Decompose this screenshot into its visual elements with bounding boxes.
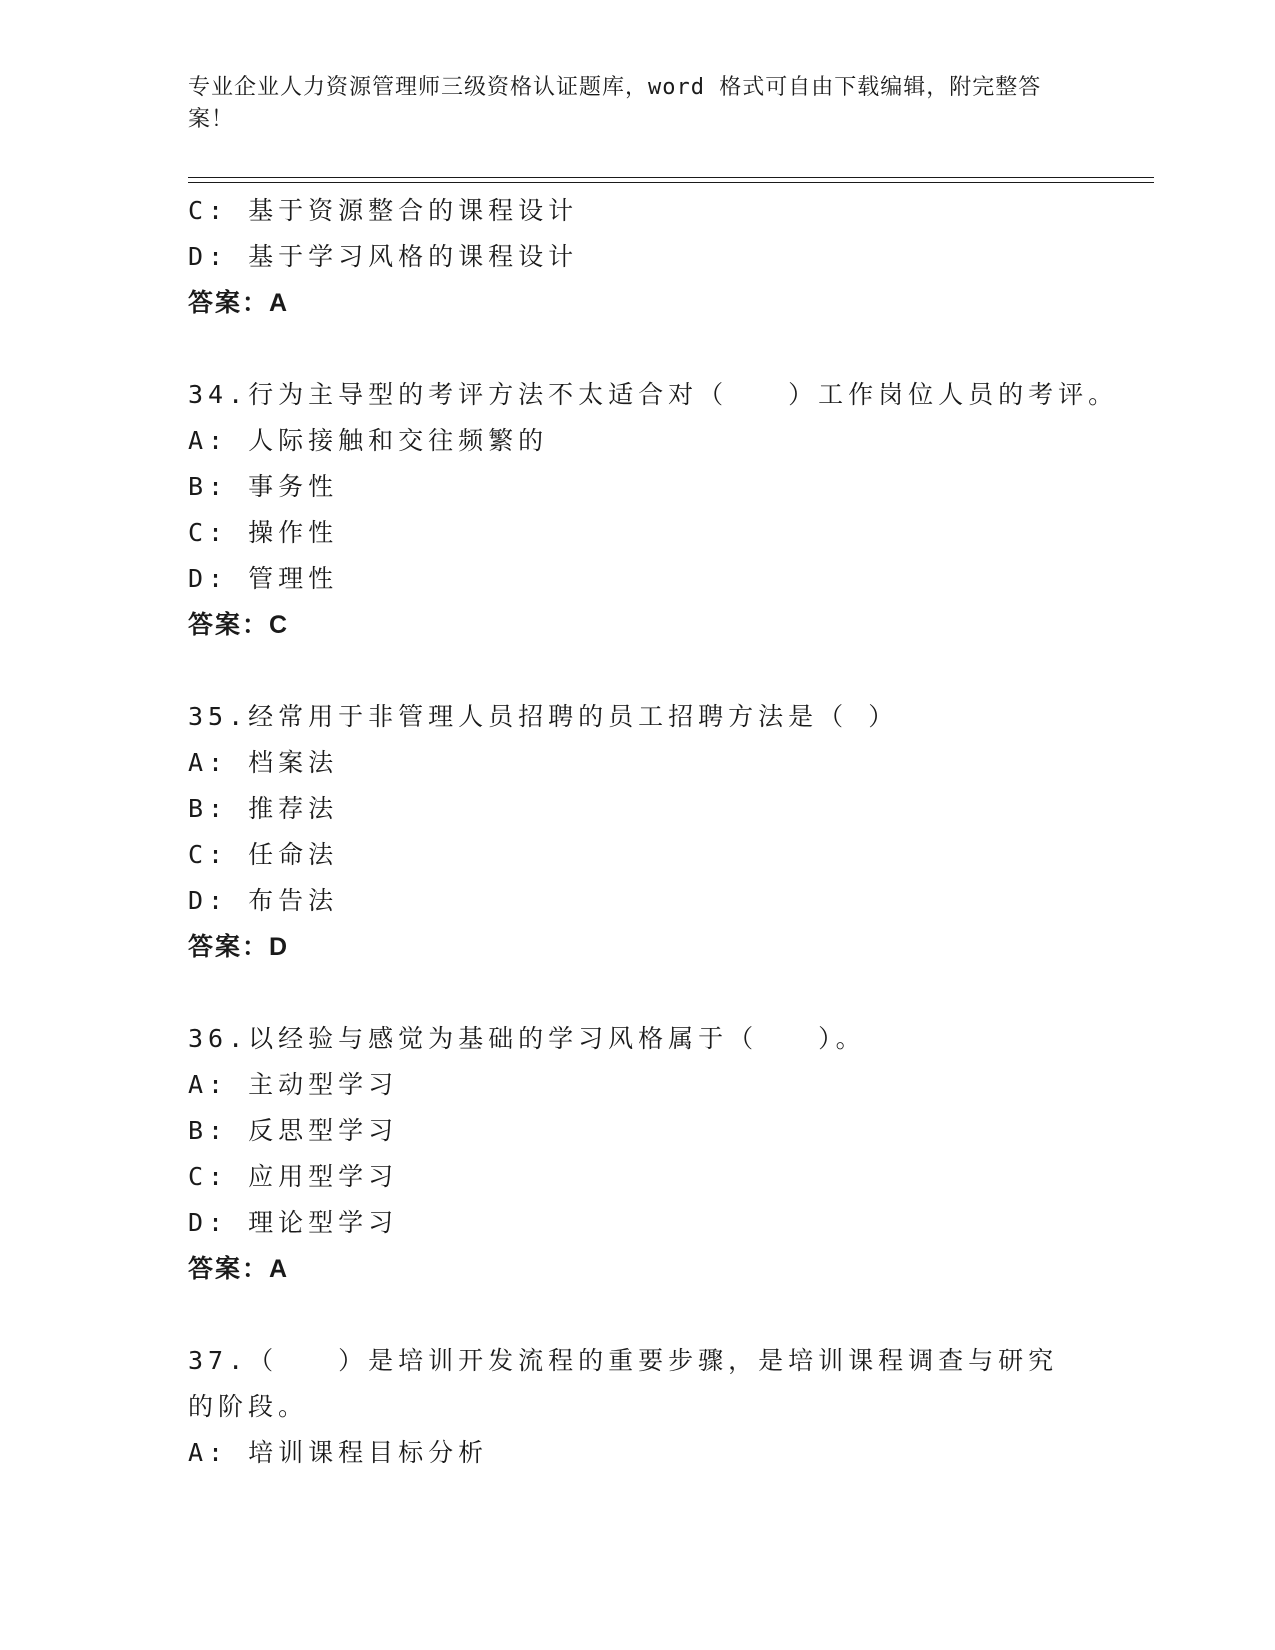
option-a: A: 人际接触和交往频繁的 — [188, 426, 549, 455]
option-b: B: 推荐法 — [188, 794, 339, 823]
option-c: C: 任命法 — [188, 840, 339, 869]
header-rule-bottom — [188, 182, 1154, 183]
question-37-stem: 37.（ ）是培训开发流程的重要步骤，是培训课程调查与研究的阶段。 — [188, 1346, 1059, 1421]
option-b: B: 反思型学习 — [188, 1116, 399, 1145]
option-a: A: 培训课程目标分析 — [188, 1438, 489, 1467]
option-d: D: 理论型学习 — [188, 1208, 399, 1237]
option-d: D: 布告法 — [188, 886, 339, 915]
answer: 答案：D — [188, 933, 290, 961]
question-34-stem: 34.行为主导型的考评方法不太适合对（ ）工作岗位人员的考评。 — [188, 380, 1119, 409]
question-36-stem: 36.以经验与感觉为基础的学习风格属于（ ）。 — [188, 1024, 866, 1053]
question-35-stem: 35.经常用于非管理人员招聘的员工招聘方法是（ ） — [188, 702, 899, 731]
option-c: C: 应用型学习 — [188, 1162, 399, 1191]
option-a: A: 主动型学习 — [188, 1070, 399, 1099]
option-c: C: 操作性 — [188, 518, 339, 547]
page-header: 专业企业人力资源管理师三级资格认证题库，word 格式可自由下载编辑，附完整答案！ — [188, 75, 1042, 132]
answer: 答案：C — [188, 611, 290, 639]
option-b: B: 事务性 — [188, 472, 339, 501]
option-d: D: 管理性 — [188, 564, 339, 593]
header-rule-top — [188, 177, 1154, 178]
document-body — [188, 188, 1119, 1476]
answer: 答案：A — [188, 1255, 290, 1283]
answer: 答案：A — [188, 289, 290, 317]
option-c: C: 基于资源整合的课程设计 — [188, 196, 579, 225]
option-d: D: 基于学习风格的课程设计 — [188, 242, 579, 271]
option-a: A: 档案法 — [188, 748, 339, 777]
